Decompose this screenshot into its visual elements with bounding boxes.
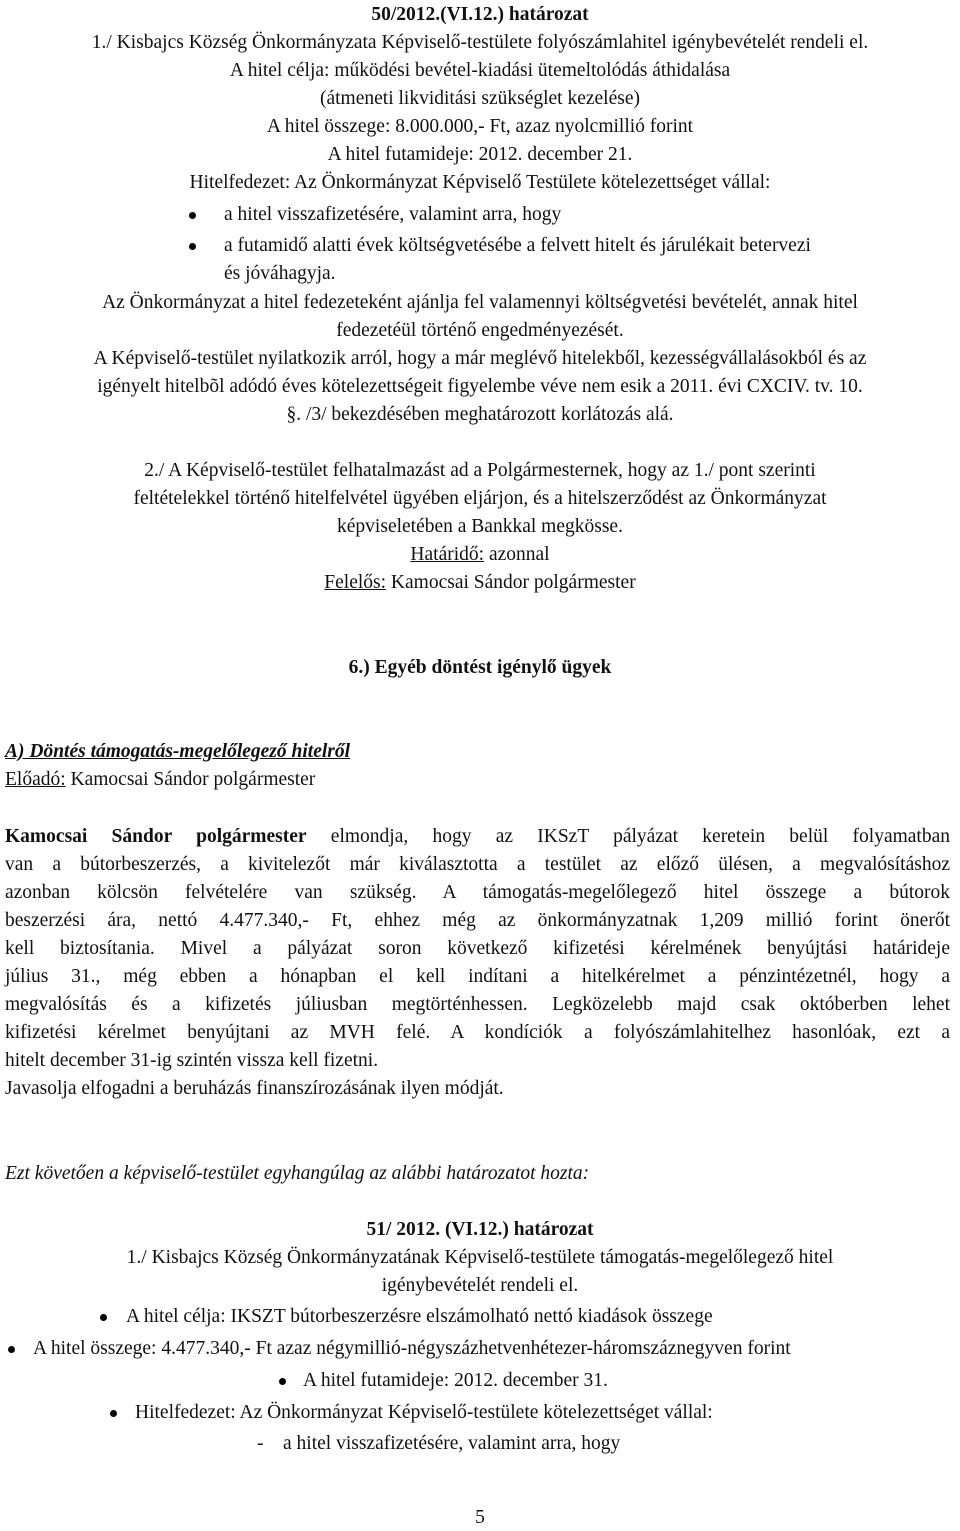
vote-line: Ezt követően a képviselő-testület egyhangúlag az alábbi határozatot hozta: [5,1163,590,1184]
body-text: elmondja, hogy az IKSzT pályázat keretein belül folyamatban [306,826,950,847]
resolution-title: 51/ 2012. (VI.12.) határozat [366,1219,594,1240]
bullet-text: Hitelfedezet: Az Önkormányzat Képviselő-testülete kötelezettséget vállal: [135,1402,713,1423]
closing-line: Javasolja elfogadni a beruházás finanszírozásának ilyen módját. [5,1078,504,1099]
body-line: beszerzési ára, nettó 4.477.340,- Ft, ehhez még az önkormányzatnak 1,209 millió forint önerőt [5,910,950,931]
responsible-value: Kamocsai Sándor polgármester [386,572,636,593]
presenter-label: Előadó: [5,769,66,790]
responsible-line [0,570,960,596]
body-line: kell biztosítania. Mivel a pályázat soron következő kifizetési kérelmének benyújtási határideje [5,938,950,959]
resolution-text: 1./ Kisbajcs Község Önkormányzatának Képviselő-testülete támogatás-megelőlegező hitel [126,1247,834,1268]
resolution-title: 50/2012.(VI.12.) határozat [371,4,589,25]
body-line: azonban kölcsön felvételére van szükség. A támogatás-megelőlegező hitel összege a bútorok [5,882,950,903]
paragraph-text: képviseletében a Bankkal megkösse. [337,516,623,537]
bullet-icon [189,212,196,219]
paragraph-text: A Képviselő-testület nyilatkozik arról, hogy a már meglévő hitelekből, kezességvállalásokból és az [93,348,867,369]
body-line [5,824,950,850]
paragraph-text: 2./ A Képviselő-testület felhatalmazást ad a Polgármesternek, hogy az 1./ pont szerinti [144,460,816,481]
paragraph-text: Az Önkormányzat a hitel fedezeteként ajánlja fel valamennyi költségvetési bevételét, annak hitel [102,292,858,313]
bullet-text: A hitel összege: 4.477.340,- Ft azaz négymillió-négyszázhetvenhétezer-háromszáznegyven forint [33,1338,791,1359]
body-line: megvalósítás és a kifizetés júliusban megtörténhessen. Legközelebb majd csak októberben lehet [5,994,950,1015]
paragraph-text: igényelt hitelbõl adódó éves kötelezettségeit figyelembe véve nem esik a 2011. évi CXCIV. tv. 10. [97,376,863,397]
paragraph-text: fedezetéül történő engedményezését. [336,320,624,341]
paragraph-text: §. /3/ bekezdésében meghatározott korlátozás alá. [286,404,674,425]
dash-icon: - [257,1433,264,1454]
body-line: kifizetési kérelmet benyújtani az MVH felé. A kondíciók a folyószámlahitelhez hasonlóak, ezt a [5,1022,950,1043]
deadline-line [0,542,960,568]
page-number: 5 [475,1507,485,1528]
bullet-text: és jóváhagyja. [224,263,336,284]
resolution-text: A hitel összege: 8.000.000,- Ft, azaz nyolcmillió forint [266,116,694,137]
paragraph-text: feltételekkel történő hitelfelvétel ügyében eljárjon, és a hitelszerződést az Önkormányzat [133,488,827,509]
bullet-text: a hitel visszafizetésére, valamint arra, hogy [224,204,562,225]
resolution-text: A hitel célja: működési bevétel-kiadási ütemeltolódás áthidalása [229,60,731,81]
bullet-icon [189,243,196,250]
body-line: július 31., még ebben a hónapban el kell indítani a hitelkérelmet a pénzintézetnél, hogy a [5,966,950,987]
resolution-text: 1./ Kisbajcs Község Önkormányzata Képviselő-testülete folyószámlahitel igénybevételét rendeli el. [91,32,869,53]
sub-heading: A) Döntés támogatás-megelőlegező hitelről [5,741,351,762]
speaker-name: Kamocsai Sándor polgármester [5,826,307,847]
responsible-label: Felelős: [324,572,387,593]
bullet-text: a futamidő alatti évek költségvetésébe a felvett hitelt és járulékait betervezi [224,235,811,256]
resolution-text: (átmeneti likviditási szükséglet kezelése) [319,88,640,109]
bullet-icon [110,1410,117,1417]
body-line: hitelt december 31-ig szintén vissza kell fizetni. [5,1050,379,1071]
body-line: van a bútorbeszerzés, a kivitelezőt már kiválasztotta a testület az előző ülésen, a megvalósításhoz [5,854,950,875]
bullet-text: A hitel futamideje: 2012. december 31. [303,1370,608,1391]
bullet-icon [100,1314,107,1321]
dash-text: a hitel visszafizetésére, valamint arra, hogy [283,1433,621,1454]
deadline-label: Határidő: [410,544,485,565]
presenter-value: Kamocsai Sándor polgármester [65,769,316,790]
section-heading: 6.) Egyéb döntést igénylő ügyek [348,657,612,678]
bullet-icon [8,1346,15,1353]
resolution-text: igénybevételét rendeli el. [381,1275,579,1296]
bullet-text: A hitel célja: IKSZT bútorbeszerzésre elszámolható nettó kiadások összege [126,1306,713,1327]
presenter-line [5,767,315,793]
bullet-icon [279,1378,286,1385]
deadline-value: azonnal [484,544,550,565]
resolution-text: Hitelfedezet: Az Önkormányzat Képviselő Testülete kötelezettséget vállal: [189,172,771,193]
resolution-text: A hitel futamideje: 2012. december 21. [327,144,633,165]
